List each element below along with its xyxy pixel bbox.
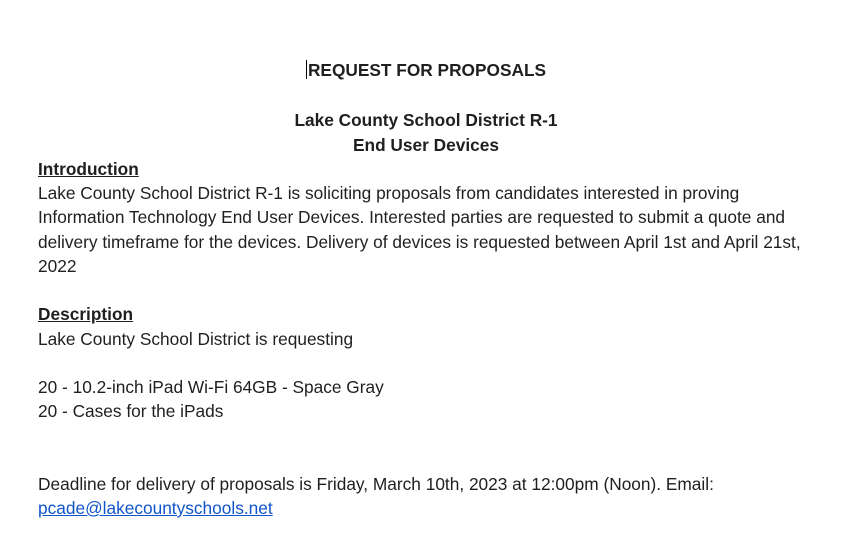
deadline-text <box>38 472 814 496</box>
list-item: 20 - Cases for the iPads <box>38 401 224 422</box>
document-title-line <box>38 58 814 84</box>
deadline-sentence: Deadline for delivery of proposals is Friday, March 10th, 2023 at 12:00pm (Noon). Email: <box>38 473 714 494</box>
document-page <box>38 58 814 520</box>
list-item: 20 - 10.2-inch iPad Wi-Fi 64GB - Space Gray <box>38 376 384 397</box>
description-intro: Lake County School District is requesting <box>38 328 354 349</box>
text-cursor <box>306 60 307 79</box>
introduction-body: Lake County School District R-1 is soliciting proposals from candidates interested in proving Information Technology End User Devices. Interested parties are requested to submit a quote and delivery timeframe for the devices. Delivery of devices is requested between April 1st and April 21st, 2022 <box>38 183 801 277</box>
subtitle-district: Lake County School District R-1 <box>294 110 558 131</box>
spacer <box>38 351 814 375</box>
spacer <box>38 278 814 302</box>
introduction-heading: Introduction <box>38 158 139 179</box>
spacer <box>38 84 814 108</box>
description-heading: Description <box>38 304 134 325</box>
email-link[interactable]: pcade@lakecountyschools.net <box>38 497 273 518</box>
subtitle-topic: End User Devices <box>352 134 499 155</box>
spacer <box>38 424 814 472</box>
document-title: REQUEST FOR PROPOSALS <box>307 60 547 80</box>
